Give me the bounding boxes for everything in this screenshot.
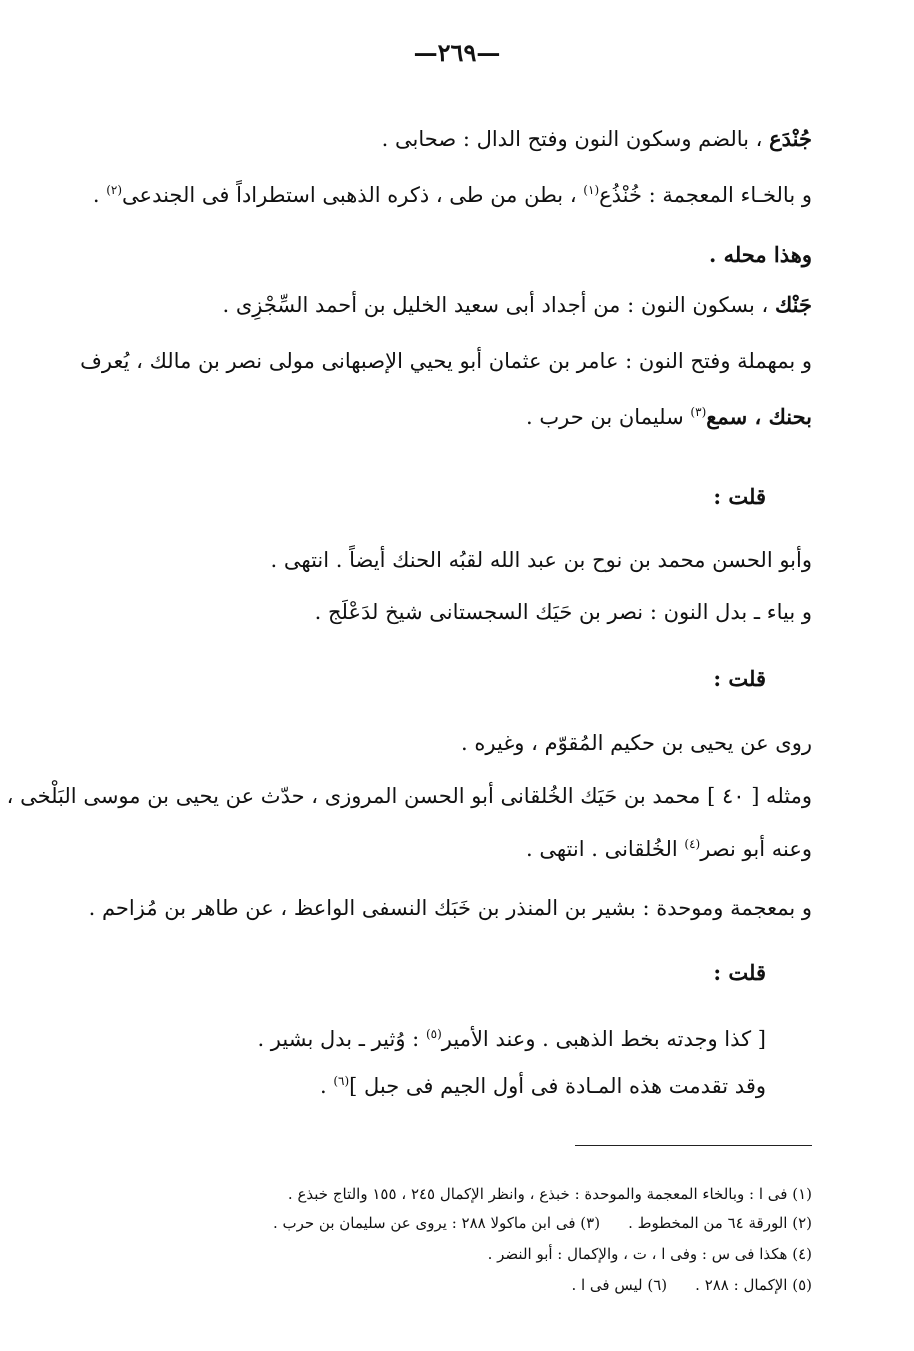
- text-line: [320, 1071, 766, 1101]
- footnote-ref: (٤): [684, 837, 701, 851]
- footnote-5: (٥) الإكمال : ٢٨٨ .: [695, 1276, 812, 1294]
- footnote-6: (٦) ليس فى ا .: [571, 1276, 668, 1294]
- footnote-ref: (١): [583, 183, 600, 197]
- entry-text: .: [319, 1074, 327, 1098]
- entry-jank: [222, 290, 812, 320]
- footnote-2: (٢) الورقة ٦٤ من المخطوط .: [628, 1214, 812, 1232]
- footnote-5-6: [571, 1275, 812, 1295]
- qultu-heading: قلت :: [713, 960, 766, 985]
- entry-text: بحنك ، سمع: [706, 404, 812, 429]
- text-line: روى عن يحيى بن حكيم المُقوّم ، وغيره .: [461, 731, 812, 755]
- text-line: وأبو الحسن محمد بن نوح بن عبد الله لقبُه الحنك أيضاً . انتهى .: [270, 548, 812, 572]
- text-line: و بمهملة وفتح النون : عامر بن عثمان أبو يحيي الإصبهانى مولى نصر بن مالك ، يُعرف: [80, 349, 812, 373]
- footnote-3: (٣) فى ابن ماكولا ٢٨٨ : يروى عن سليمان بن حرب .: [272, 1214, 601, 1232]
- text-line: [257, 1024, 766, 1054]
- text-line: [526, 834, 812, 864]
- entry-text: .: [92, 183, 100, 207]
- entry-text: ، بالضم وسكون النون وفتح الدال : صحابى .: [381, 127, 763, 151]
- entry-text: وعنه أبو نصر: [700, 837, 812, 861]
- qultu-heading: قلت :: [713, 666, 766, 691]
- text-line: و بمعجمة وموحدة : بشير بن المنذر بن خَبَك النسفى الواعظ ، عن طاهر بن مُزاحم .: [88, 896, 812, 920]
- footnote-4: (٤) هكذا فى س : وفى ا ، ت ، والإكمال : أبو النضر .: [487, 1245, 812, 1263]
- entry-text: وقد تقدمت هذه المـادة فى أول الجيم فى جبل ]: [349, 1074, 766, 1098]
- entry-text: ، بسكون النون : من أجداد أبى سعيد الخليل بن أحمد السِّجْزِى .: [222, 293, 769, 317]
- entry-khundhu: [93, 180, 812, 210]
- entry-text: الخُلقانى . انتهى .: [526, 837, 678, 861]
- footnote-separator: [575, 1145, 812, 1146]
- entry-text: : وُثير ـ بدل بشير .: [257, 1027, 420, 1051]
- footnote-ref: (٦): [333, 1074, 350, 1088]
- text-line: و بياء ـ بدل النون : نصر بن حَيَك السجستانى شيخ لدَعْلَج .: [314, 600, 812, 624]
- text-line: [526, 402, 812, 432]
- footnote-ref: (٥): [425, 1027, 442, 1041]
- footnote-2-3: [273, 1213, 812, 1233]
- entry-text: ، بطن من طى ، ذكره الذهبى استطراداً فى الجندعى: [122, 183, 577, 207]
- footnote-ref: (٣): [690, 405, 707, 419]
- entry-jundu: [382, 124, 812, 154]
- entry-text: سليمان بن حرب .: [526, 405, 684, 429]
- qultu-heading: قلت :: [713, 484, 766, 509]
- entry-text: و بالخـاء المعجمة : خُنْذُع: [599, 183, 812, 207]
- footnote-ref: (٢): [106, 183, 123, 197]
- entry-headword: جَنْك: [774, 292, 812, 317]
- page-number: —٢٦٩—: [413, 38, 501, 67]
- entry-headword: جُنْدَع: [769, 126, 812, 151]
- text-line: وهذا محله .: [708, 242, 812, 267]
- footnote-1: (١) فى ا : وبالخاء المعجمة والموحدة : خبذع ، وانظر الإكمال ٢٤٥ ، ١٥٥ والتاج خبذع .: [287, 1185, 812, 1203]
- entry-text: [ كذا وجدته بخط الذهبى . وعند الأمير: [441, 1027, 766, 1051]
- text-line: ومثله [ ٤٠ ] محمد بن حَيَك الخُلقانى أبو الحسن المروزى ، حدّث عن يحيى بن موسى البَلْخى ،: [6, 784, 812, 808]
